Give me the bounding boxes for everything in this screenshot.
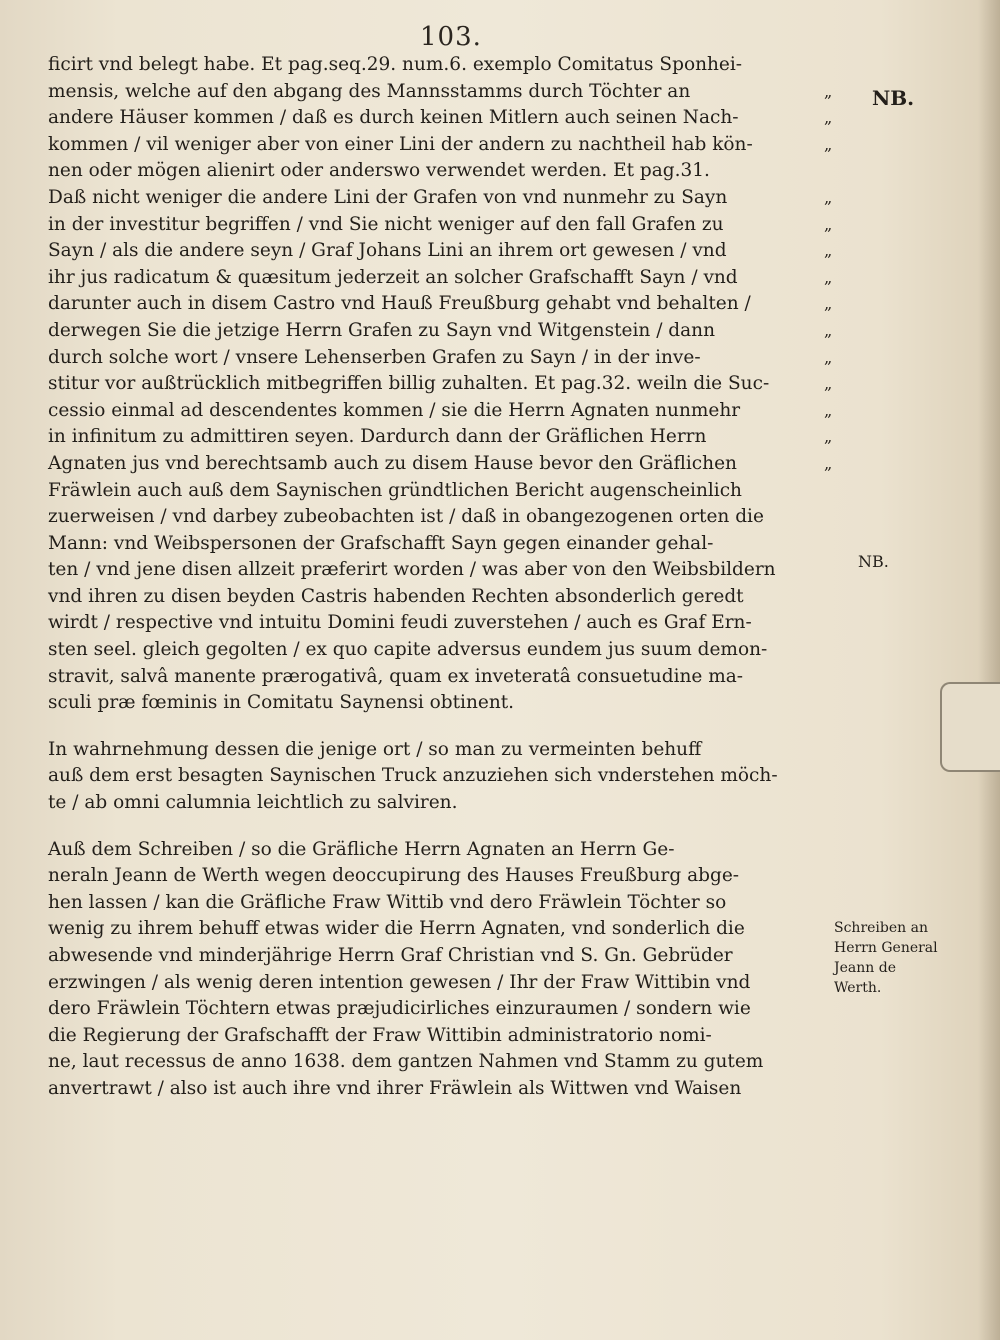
text-line: Sayn / als die andere seyn / Graf Johans Lini an ihrem ort gewesen / vnd (48, 240, 727, 262)
text-line: wenig zu ihrem behuff etwas wider die Herrn Agnaten, vnd sonderlich die (48, 918, 745, 940)
text-line: derwegen Sie die jetzige Herrn Grafen zu Sayn vnd Witgenstein / dann (48, 319, 716, 341)
paragraph-gap (48, 817, 828, 837)
page-number: 103. (420, 22, 482, 52)
text-line: die Regierung der Grafschafft der Fraw Wittibin administratorio nomi- (48, 1024, 712, 1046)
text-line: Daß nicht weniger die andere Lini der Grafen von vnd nunmehr zu Sayn (48, 186, 728, 208)
quote-mark: „ (824, 241, 833, 261)
margin-note-nb: NB. (872, 86, 915, 110)
text-line: hen lassen / kan die Gräfliche Fraw Wittib vnd dero Fräwlein Töchter so (48, 891, 727, 913)
quote-mark: „ (824, 320, 833, 340)
quote-mark: „ (824, 81, 833, 101)
text-line: ten / vnd jene disen allzeit præferirt worden / was aber von den Weibsbildern (48, 559, 776, 581)
text-line: in infinitum zu admittiren seyen. Dardurch dann der Gräflichen Herrn (48, 426, 707, 448)
quote-mark: „ (824, 187, 833, 207)
text-line: stravit, salvâ manente prærogativâ, quam ex inveteratâ consuetudine ma- (48, 665, 744, 687)
text-line: auß dem erst besagten Saynischen Truck anzuziehen sich vnderstehen möch- (48, 765, 778, 787)
text-line: wirdt / respective vnd intuitu Domini feudi zuverstehen / auch es Graf Ern- (48, 612, 752, 634)
text-line: sten seel. gleich gegolten / ex quo capite adversus eundem jus suum demon- (48, 639, 768, 661)
text-line: durch solche wort / vnsere Lehenserben Grafen zu Sayn / in der inve- (48, 346, 701, 368)
quote-mark: „ (824, 347, 833, 367)
paragraph-2 (48, 737, 828, 817)
text-line: Mann: vnd Weibspersonen der Grafschafft Sayn gegen einander gehal- (48, 532, 714, 554)
text-line: te / ab omni calumnia leichtlich zu salviren. (48, 792, 458, 814)
text-line: ihr jus radicatum & quæsitum jederzeit an solcher Grafschafft Sayn / vnd (48, 266, 738, 288)
quotation-marks-column (824, 52, 854, 478)
page-tab-fold (940, 682, 1000, 772)
quote-mark: „ (824, 108, 833, 128)
margin-side-heading (834, 918, 994, 998)
quote-mark (824, 158, 854, 185)
text-line: ne, laut recessus de anno 1638. dem gantzen Nahmen vnd Stamm zu gutem (48, 1051, 764, 1073)
quote-mark: „ (824, 453, 833, 473)
text-line: mensis, welche auf den abgang des Mannsstamms durch Töchter an (48, 80, 691, 102)
text-line: andere Häuser kommen / daß es durch keinen Mitlern auch seinen Nach- (48, 107, 739, 129)
side-heading-line: Jeann de (834, 960, 896, 976)
quote-mark: „ (824, 134, 833, 154)
text-line: Auß dem Schreiben / so die Gräfliche Herrn Agnaten an Herrn Ge- (48, 838, 675, 860)
quote-mark: „ (824, 374, 833, 394)
text-line: Agnaten jus vnd berechtsamb auch zu disem Hause bevor den Gräflichen (48, 452, 737, 474)
text-line: ficirt vnd belegt habe. Et pag.seq.29. num.6. exemplo Comitatus Sponhei- (48, 54, 743, 75)
text-line: dero Fräwlein Töchtern etwas præjudicirliches einzuraumen / sondern wie (48, 998, 751, 1020)
text-line: erzwingen / als wenig deren intention gewesen / Ihr der Fraw Wittibin vnd (48, 971, 751, 993)
quote-mark: „ (824, 294, 833, 314)
side-heading-line: Werth. (834, 980, 882, 996)
text-line: nen oder mögen alienirt oder anderswo verwendet werden. Et pag.31. (48, 160, 710, 182)
page-edge-shadow (978, 0, 1000, 1340)
text-line: darunter auch in disem Castro vnd Hauß Freußburg gehabt vnd behalten / (48, 293, 751, 315)
text-line: vnd ihren zu disen beyden Castris habenden Rechten absonderlich geredt (48, 585, 744, 607)
quote-mark (824, 52, 854, 79)
text-line: stitur vor außtrücklich mitbegriffen billig zuhalten. Et pag.32. weiln die Suc- (48, 373, 770, 395)
quote-mark: „ (824, 267, 833, 287)
paragraph-gap (48, 717, 828, 737)
quote-mark: „ (824, 427, 833, 447)
quote-mark: „ (824, 400, 833, 420)
text-line: neraln Jeann de Werth wegen deoccupirung des Hauses Freußburg abge- (48, 865, 740, 887)
text-line: in der investitur begriffen / vnd Sie nicht weniger auf den fall Grafen zu (48, 213, 724, 235)
margin-note-nb: NB. (858, 552, 889, 571)
paragraph-1 (48, 52, 828, 717)
body-text (48, 52, 828, 1103)
text-line: abwesende vnd minderjährige Herrn Graf Christian vnd S. Gn. Gebrüder (48, 945, 733, 966)
text-line: anvertrawt / also ist auch ihre vnd ihrer Fräwlein als Wittwen vnd Waisen (48, 1077, 742, 1099)
text-line: cessio einmal ad descendentes kommen / sie die Herrn Agnaten nunmehr (48, 399, 741, 421)
text-line: Fräwlein auch auß dem Saynischen gründtlichen Bericht augenscheinlich (48, 479, 742, 501)
side-heading-line: Schreiben an (834, 920, 928, 936)
text-line: sculi præ fœminis in Comitatu Saynensi obtinent. (48, 692, 515, 714)
paragraph-3 (48, 837, 828, 1103)
side-heading-line: Herrn General (834, 940, 938, 956)
quote-mark: „ (824, 214, 833, 234)
text-line: zuerweisen / vnd darbey zubeobachten ist / daß in obangezogenen orten die (48, 506, 764, 528)
text-line: kommen / vil weniger aber von einer Lini der andern zu nachtheil hab kön- (48, 133, 753, 155)
text-line: In wahrnehmung dessen die jenige ort / so man zu vermeinten behuff (48, 738, 702, 760)
